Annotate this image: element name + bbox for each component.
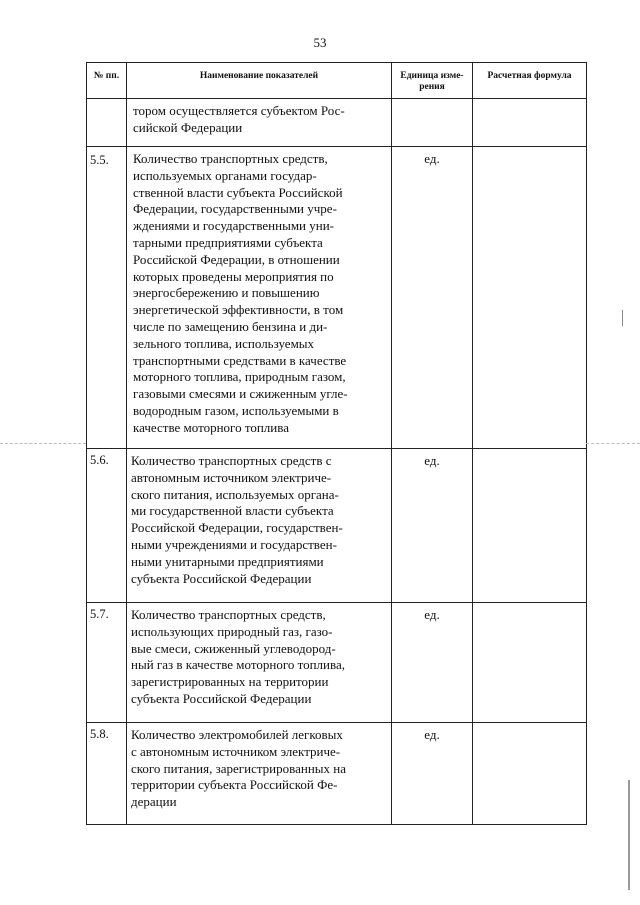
header-formula: Расчетная формула <box>473 63 587 99</box>
header-indicator-name: Наименование показателей <box>127 63 392 99</box>
cell-number: 5.6. <box>87 449 127 603</box>
scan-artifact-right <box>586 443 640 444</box>
cell-unit <box>392 99 473 147</box>
name-line: ственной власти субъекта Российской <box>133 184 343 200</box>
cell-indicator-name <box>127 99 392 147</box>
name-line: ми государственной власти субъекта <box>131 503 334 519</box>
name-line: ными унитарными предприятиями <box>131 553 324 569</box>
name-line: автономным источником электриче- <box>131 469 332 485</box>
name-line: ского питания, используемых органа- <box>131 486 339 502</box>
cell-number: 5.8. <box>87 723 127 825</box>
scan-edge-mark <box>628 780 630 890</box>
name-line: Федерации, государственными учре- <box>133 201 337 217</box>
name-line: Российской Федерации, государствен- <box>131 520 343 536</box>
table-row-continuation <box>87 99 587 147</box>
cell-indicator-name <box>127 723 392 825</box>
name-line: водородным газом, используемыми в <box>133 402 339 418</box>
name-line: используемых органами государ- <box>133 167 317 183</box>
name-line: зарегистрированных на территории <box>131 674 329 690</box>
name-line: зельного топлива, используемых <box>133 335 315 351</box>
name-line: которых проведены мероприятия по <box>133 268 334 284</box>
name-line: газовыми смесями и сжиженным угле- <box>133 386 348 402</box>
name-line: субъекта Российской Федерации <box>131 690 312 706</box>
cell-formula <box>473 603 587 723</box>
name-line: Количество транспортных средств, <box>133 151 328 166</box>
table-row <box>87 723 587 825</box>
name-line: тором осуществляется субъектом Рос- <box>133 103 345 118</box>
table-row <box>87 449 587 603</box>
table-header-row <box>87 63 587 99</box>
cell-number <box>87 99 127 147</box>
name-line: энергосбережению и повышению <box>133 285 320 301</box>
name-line: Количество электромобилей легковых <box>131 727 343 742</box>
name-line: ждениями и государственными уни- <box>133 218 335 234</box>
name-line: сийской Федерации <box>133 119 243 135</box>
name-line: использующих природный газ, газо- <box>131 623 333 639</box>
table-row <box>87 603 587 723</box>
name-line: субъекта Российской Федерации <box>131 570 312 586</box>
name-line: моторного топлива, природным газом, <box>133 369 346 385</box>
name-line: ского питания, зарегистрированных на <box>131 760 346 776</box>
name-line: Количество транспортных средств с <box>131 453 332 468</box>
name-line: энергетической эффективности, в том <box>133 302 344 318</box>
name-line: вые смеси, сжиженный углеводород- <box>131 640 336 656</box>
cell-formula <box>473 147 587 449</box>
header-unit <box>392 63 473 99</box>
table-row <box>87 147 587 449</box>
name-line: Российской Федерации, в отношении <box>133 251 340 267</box>
scan-edge-mark <box>622 310 623 326</box>
page-number: 53 <box>313 35 327 50</box>
scan-artifact-left <box>0 443 86 444</box>
indicators-table <box>86 62 587 825</box>
header-unit-line: рения <box>419 82 445 92</box>
cell-unit: ед. <box>392 603 473 723</box>
name-line: Количество транспортных средств, <box>131 607 326 622</box>
name-line: тарными предприятиями субъекта <box>133 234 323 250</box>
cell-formula <box>473 449 587 603</box>
cell-indicator-name <box>127 603 392 723</box>
cell-number: 5.5. <box>87 147 127 449</box>
cell-number: 5.7. <box>87 603 127 723</box>
cell-indicator-name <box>127 147 392 449</box>
cell-unit: ед. <box>392 449 473 603</box>
header-unit-line: Единица изме- <box>400 71 464 81</box>
cell-unit: ед. <box>392 723 473 825</box>
name-line: числе по замещению бензина и ди- <box>133 318 328 334</box>
cell-indicator-name <box>127 449 392 603</box>
name-line: транспортными средствами в качестве <box>133 352 347 368</box>
name-line: территории субъекта Российской Фе- <box>131 777 338 793</box>
name-line: дерации <box>131 794 177 810</box>
name-line: с автономным источником электриче- <box>131 743 341 759</box>
name-line: ный газ в качестве моторного топлива, <box>131 657 345 673</box>
cell-unit: ед. <box>392 147 473 449</box>
name-line: ными учреждениями и государствен- <box>131 536 337 552</box>
header-number: № пп. <box>87 63 127 99</box>
name-line: качестве моторного топлива <box>133 419 289 435</box>
cell-formula <box>473 723 587 825</box>
cell-formula <box>473 99 587 147</box>
